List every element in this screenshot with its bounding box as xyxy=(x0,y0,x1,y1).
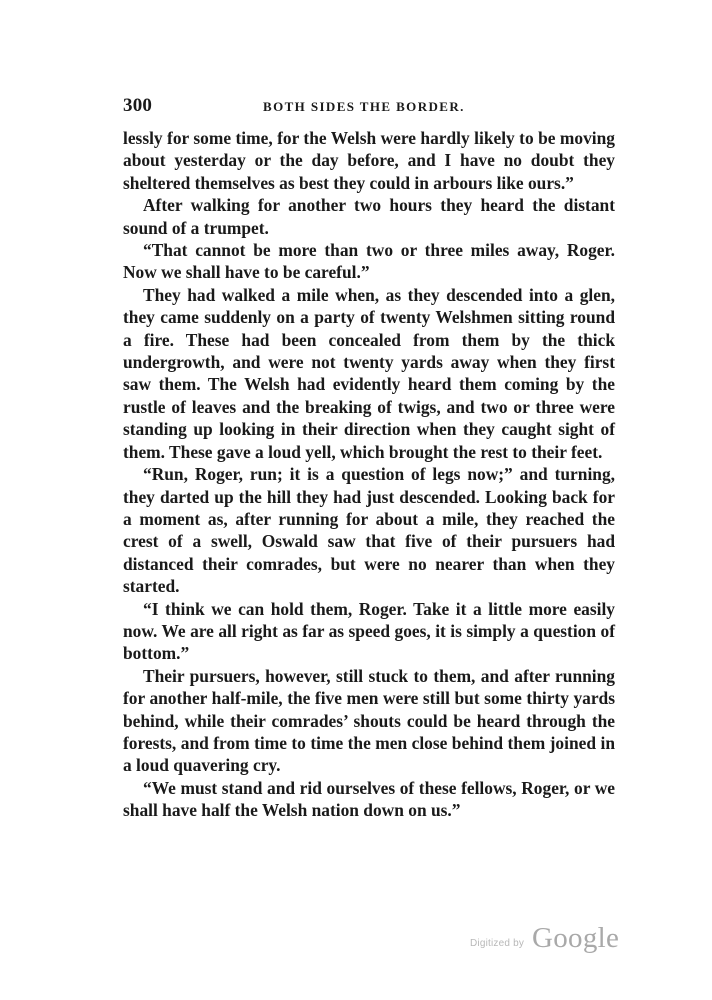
paragraph: They had walked a mile when, as they descended into a glen, they came suddenly on a party of twenty Welshmen sitting round a fire. These had been concealed from them by the thick undergrowth, and were not twenty yards away when they first saw them. The Welsh had evidently heard them coming by the rustle of leaves and the breaking of twigs, and two or three were standing up looking in their direction when they caught sight of them. These gave a loud yell, which brought the rest to their feet. xyxy=(123,284,615,462)
paragraph: “I think we can hold them, Roger. Take it a little more easily now. We are all right as far as speed goes, it is simply a question of bottom.” xyxy=(123,598,615,664)
page-header xyxy=(123,94,615,118)
paragraph: Their pursuers, however, still stuck to them, and after running for another half-mile, the five men were still but some thirty yards behind, while their comrades’ shouts could be heard through the forests, and from time to time the men close behind them joined in a loud quavering cry. xyxy=(123,665,615,776)
running-head: BOTH SIDES THE BORDER. xyxy=(263,99,465,114)
digitized-by-watermark xyxy=(470,922,620,958)
paragraph: “Run, Roger, run; it is a question of legs now;” and turning, they darted up the hill they had just descended. Looking back for a moment as, after running for about a mile, they reached the crest of a swell, Oswald saw that five of their pursuers had distanced their comrades, but were no nearer than when they started. xyxy=(123,464,615,597)
paragraph-continued: lessly for some time, for the Welsh were hardly likely to be moving about yesterday or the day before, and I have no doubt they sheltered themselves as best they could in arbours like ours.” xyxy=(123,128,615,193)
paragraph: After walking for another two hours they heard the distant sound of a trumpet. xyxy=(123,195,615,238)
google-logo: Google xyxy=(532,922,620,954)
watermark-prefix: Digitized by xyxy=(470,938,525,949)
page-number: 300 xyxy=(123,95,153,116)
body-text xyxy=(123,127,615,822)
paragraph: “We must stand and rid ourselves of these fellows, Roger, or we shall have half the Welsh nation down on us.” xyxy=(123,777,615,821)
paragraph: “That cannot be more than two or three miles away, Roger. Now we shall have to be careful.” xyxy=(123,240,615,283)
